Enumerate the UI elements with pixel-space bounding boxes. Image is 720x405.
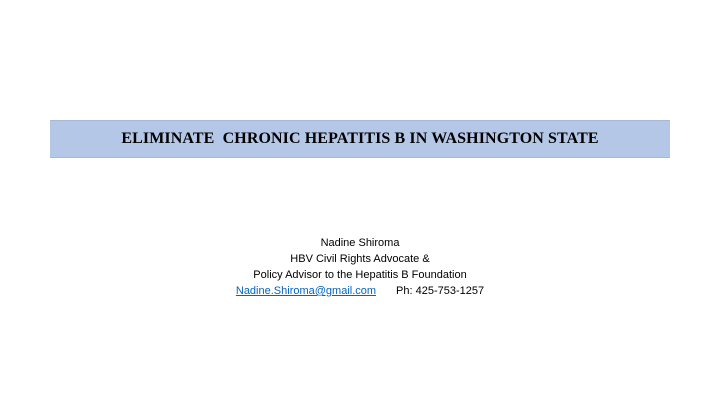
author-block xyxy=(0,235,720,299)
author-name: Nadine Shiroma xyxy=(320,237,400,249)
email-link[interactable]: Nadine.Shiroma@gmail.com xyxy=(235,285,377,297)
slide-title: ELIMINATE CHRONIC HEPATITIS B IN WASHINGTON STATE xyxy=(121,130,599,147)
phone-number: Ph: 425-753-1257 xyxy=(396,285,485,297)
author-role-line-2: Policy Advisor to the Hepatitis B Foundation xyxy=(253,269,467,281)
author-role-line-1: HBV Civil Rights Advocate & xyxy=(290,253,430,265)
title-band xyxy=(50,120,670,158)
contact-line xyxy=(0,283,720,299)
